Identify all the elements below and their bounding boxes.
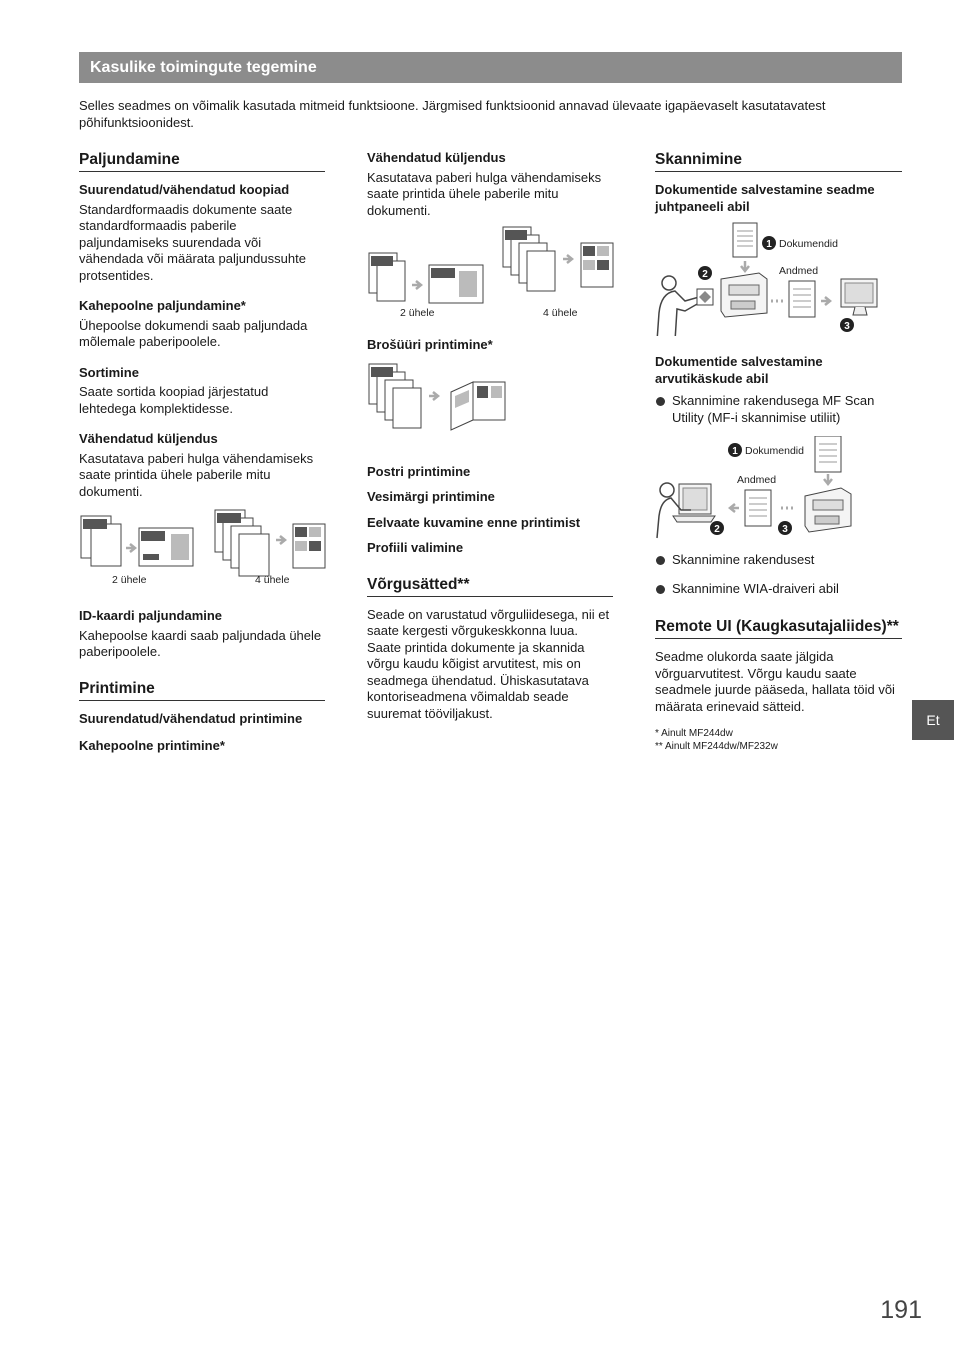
section-banner: Kasulike toimingute tegemine <box>79 52 902 83</box>
profile-item: Profiili valimine <box>367 540 464 555</box>
print-duplex-item: Kahepoolne printimine* <box>79 738 225 753</box>
panel-scan-subheading: Dokumentide salvestamine seadme juhtpaneeli abil <box>655 182 875 214</box>
label-4up: 4 ühele <box>543 307 578 319</box>
data-document-icon <box>745 490 771 526</box>
arrow-icon <box>276 536 285 544</box>
svg-text:3: 3 <box>844 321 850 332</box>
network-heading: Võrgusätted** <box>367 575 613 597</box>
n-up-copy-illustration <box>79 508 329 600</box>
layout-text: Kasutatava paberi hulga vähendamiseks saate printida ühele paberile mitu dokumenti. <box>79 450 314 499</box>
computer-icon <box>673 484 715 522</box>
svg-text:2: 2 <box>702 269 708 280</box>
print-layout-subheading: Vähendatud küljendus <box>367 150 506 165</box>
arrow-icon <box>126 544 135 552</box>
remote-ui-heading: Remote UI (Kaugkasutajaliides)** <box>655 617 902 639</box>
print-heading: Printimine <box>79 679 325 701</box>
svg-text:2: 2 <box>714 524 720 535</box>
network-text: Seade on varustatud võrguliidesega, nii et saate kergesti võrgukeskkonna luua. Saate printida dokumente ja skannida võrgu kaudu kõigist arvutitest, mis on seadmega ühendatud. Ühiskasutatava kontoriseadmena võimaldab seade suuremat tööviljakust. <box>367 606 610 721</box>
watermark-item: Vesimärgi printimine <box>367 489 495 504</box>
document-icon <box>815 436 841 472</box>
footnote-1: * Ainult MF244dw <box>655 728 733 739</box>
printer-icon <box>721 273 767 317</box>
arrow-icon <box>824 474 832 484</box>
label-data: Andmed <box>737 474 777 486</box>
sort-text: Saate sortida koopiad järjestatud lehtedega komplektidesse. <box>79 384 269 416</box>
document-icon <box>733 223 757 257</box>
remote-ui-text: Seadme olukorda saate jälgida võrguarvutitest. Võrgu kaudu saate seadmele juurde pääseda, hallata töid või määrata erinevaid sätteid. <box>655 649 895 714</box>
svg-text:1: 1 <box>766 239 772 250</box>
panel-scan-illustration <box>655 221 902 336</box>
label-2up: 2 ühele <box>112 574 147 586</box>
bullet-dot-icon <box>656 556 665 565</box>
page-number: 191 <box>880 1296 922 1324</box>
n-up-print-illustration <box>367 225 617 325</box>
duplex-copy-subheading: Kahepoolne paljundamine* <box>79 298 246 313</box>
arrow-icon <box>429 392 438 400</box>
bullet-from-application: Skannimine rakendusest <box>655 552 902 569</box>
label-data: Andmed <box>779 265 819 277</box>
booklet-illustration <box>367 362 617 442</box>
column-print <box>367 150 613 736</box>
arrow-icon <box>412 281 421 289</box>
intro-text: Selles seadmes on võimalik kasutada mitmeid funktsioone. Järgmised funktsioonid annavad ülevaate igapäevaselt kasutatavatest põhifunktsioonidest. <box>79 98 826 130</box>
label-documents: Dokumendid <box>745 445 804 457</box>
arrow-icon <box>821 297 830 305</box>
copy-heading: Paljundamine <box>79 150 325 172</box>
arrow-icon <box>563 255 572 263</box>
printer-icon <box>805 488 851 532</box>
bullet-wia-driver: Skannimine WIA-draiveri abil <box>655 581 902 598</box>
svg-text:1: 1 <box>732 446 738 457</box>
computer-icon <box>841 279 877 315</box>
enlarge-subheading: Suurendatud/vähendatud koopiad <box>79 182 290 197</box>
bullet-dot-icon <box>656 585 665 594</box>
id-copy-subheading: ID-kaardi paljundamine <box>79 608 223 623</box>
enlarge-text: Standardformaadis dokumente saate standardformaadis paberile paljundamiseks suurendada või vähendada või määrata paljundussuhte protsentides. <box>79 201 306 283</box>
bullet-mf-scan-utility: Skannimine rakendusega MF Scan Utility (MF-i skannimise utiliit) <box>655 393 902 426</box>
arrow-icon <box>730 504 739 512</box>
column-copy <box>79 150 325 758</box>
booklet-subheading: Brošüüri printimine* <box>367 337 493 352</box>
svg-text:3: 3 <box>782 524 788 535</box>
pc-scan-subheading: Dokumentide salvestamine arvutikäskude abil <box>655 354 823 386</box>
poster-item: Postri printimine <box>367 463 471 479</box>
scan-heading: Skannimine <box>655 150 902 172</box>
label-documents: Dokumendid <box>779 238 838 250</box>
id-copy-text: Kahepoolse kaardi saab paljundada ühele paberipoolele. <box>79 627 322 659</box>
print-enlarge-item: Suurendatud/vähendatud printimine <box>79 710 303 726</box>
preview-item: Eelvaate kuvamine enne printimist <box>367 514 581 530</box>
arrow-icon <box>741 261 749 271</box>
label-4up: 4 ühele <box>255 574 290 586</box>
layout-subheading: Vähendatud küljendus <box>79 431 218 446</box>
footnote-2: ** Ainult MF244dw/MF232w <box>655 741 778 752</box>
print-layout-text: Kasutatava paberi hulga vähendamiseks saate printida ühele paberile mitu dokumenti. <box>367 169 602 218</box>
sort-subheading: Sortimine <box>79 364 139 380</box>
person-icon <box>657 291 699 336</box>
bullet-dot-icon <box>656 397 665 406</box>
column-scan <box>655 150 902 753</box>
data-document-icon <box>789 281 815 317</box>
pc-scan-illustration <box>655 436 902 546</box>
language-tab: Et <box>912 700 954 740</box>
label-2up: 2 ühele <box>400 307 435 319</box>
duplex-copy-text: Ühepoolse dokumendi saab paljundada mõlemale paberipoolele. <box>79 317 308 349</box>
